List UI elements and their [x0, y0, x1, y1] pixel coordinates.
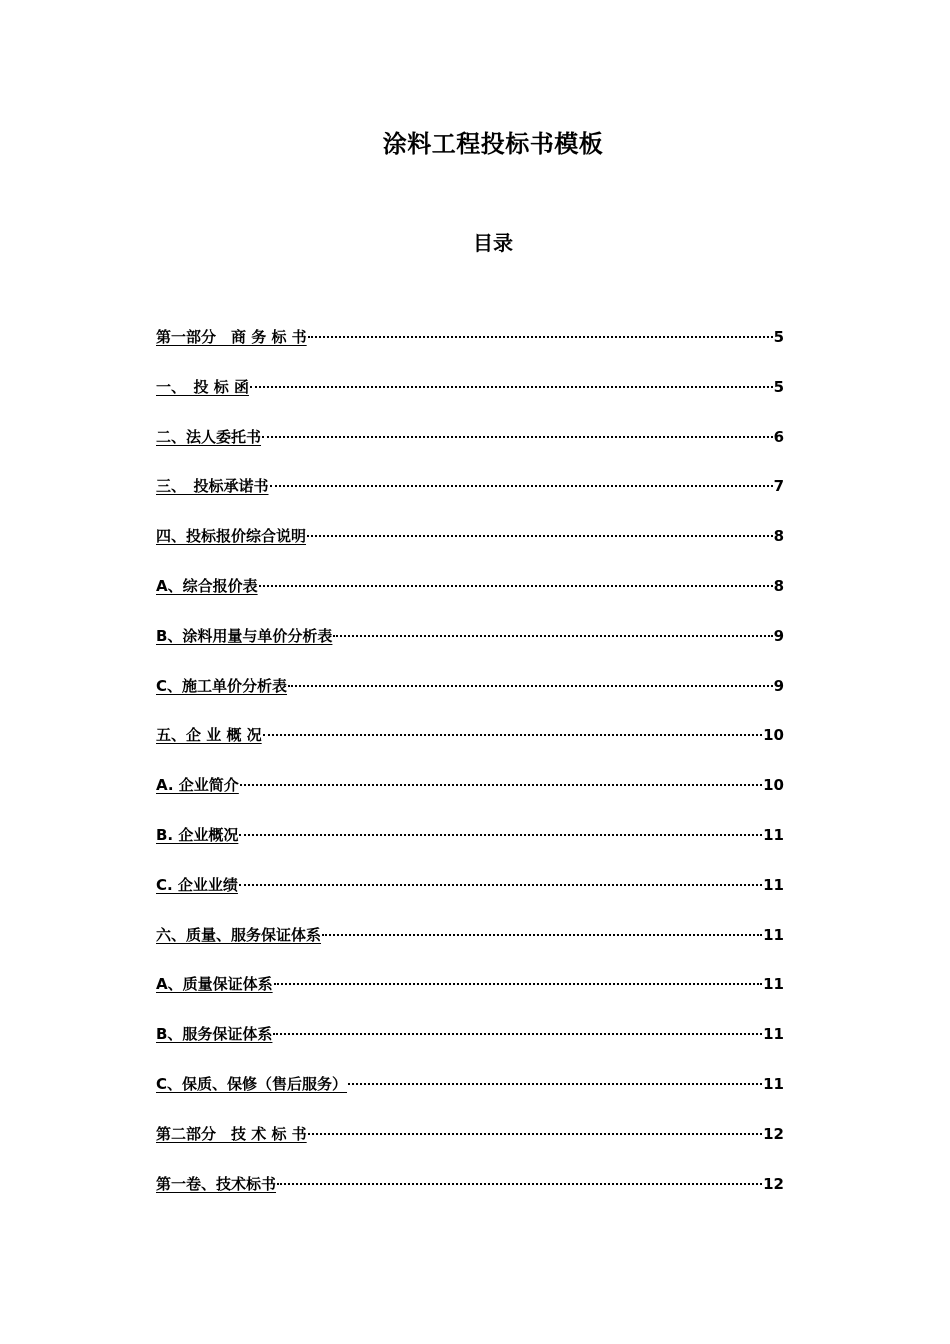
toc-entry[interactable]	[156, 426, 784, 476]
toc-dot-leader	[308, 1133, 762, 1135]
toc-entry-label: C、保质、保修（售后服务）	[156, 1074, 348, 1093]
toc-entry-page: 12	[763, 1124, 784, 1143]
toc-entry-page: 6	[773, 427, 784, 446]
toc-entry-page: 10	[763, 776, 784, 795]
toc-entry[interactable]	[156, 525, 784, 575]
toc-entry-page: 9	[773, 626, 784, 645]
toc-entry-label: 第一部分 商 务 标 书	[156, 328, 307, 346]
toc-entry-page: 9	[773, 676, 784, 695]
toc-entry-label: B. 企业概况	[156, 825, 239, 844]
toc-dot-leader	[322, 934, 762, 936]
toc-dot-leader	[250, 386, 773, 388]
toc-dot-leader	[240, 784, 762, 786]
toc-entry[interactable]	[156, 724, 784, 774]
toc-entry[interactable]	[156, 973, 784, 1023]
toc-entry-label: 第二部分 技 术 标 书	[156, 1124, 307, 1143]
toc-entry[interactable]	[156, 376, 784, 426]
toc-entry-label: A. 企业简介	[156, 776, 239, 795]
toc-entry-label: 三、 投标承诺书	[156, 477, 269, 496]
toc-dot-leader	[288, 685, 773, 687]
toc-entry-label: 一、 投 标 函	[156, 377, 249, 396]
toc-entry[interactable]	[156, 874, 784, 924]
toc-entry-label: A、质量保证体系	[156, 975, 273, 994]
toc-entry-page: 11	[763, 925, 784, 944]
table-of-contents	[156, 326, 784, 1222]
toc-entry[interactable]	[156, 475, 784, 525]
toc-entry-page: 11	[763, 975, 784, 994]
toc-entry-page: 8	[773, 527, 784, 546]
toc-entry[interactable]	[156, 774, 784, 824]
toc-dot-leader	[270, 485, 773, 487]
toc-entry-page: 8	[773, 576, 784, 595]
toc-entry-page: 11	[763, 1074, 784, 1093]
toc-entry[interactable]	[156, 326, 784, 376]
toc-entry-label: C、施工单价分析表	[156, 676, 288, 695]
toc-entry-page: 10	[763, 726, 784, 745]
toc-entry-page: 5	[773, 377, 784, 396]
toc-dot-leader	[239, 834, 762, 836]
toc-entry[interactable]	[156, 1123, 784, 1173]
toc-dot-leader	[277, 1183, 762, 1185]
toc-entry[interactable]	[156, 575, 784, 625]
toc-dot-leader	[308, 336, 773, 338]
toc-entry-label: 五、企 业 概 况	[156, 726, 262, 745]
toc-entry-page: 12	[763, 1174, 784, 1193]
toc-dot-leader	[307, 535, 773, 537]
toc-entry[interactable]	[156, 824, 784, 874]
toc-dot-leader	[273, 1033, 762, 1035]
toc-entry-label: C. 企业业绩	[156, 875, 238, 894]
toc-entry[interactable]	[156, 625, 784, 675]
toc-dot-leader	[274, 983, 763, 985]
toc-entry[interactable]	[156, 1173, 784, 1223]
toc-entry[interactable]	[156, 924, 784, 974]
toc-entry-label: A、综合报价表	[156, 576, 258, 595]
toc-entry-page: 5	[773, 328, 784, 346]
toc-entry-label: 六、质量、服务保证体系	[156, 925, 322, 944]
toc-entry-label: B、服务保证体系	[156, 1025, 273, 1044]
toc-entry-page: 11	[763, 1025, 784, 1044]
toc-entry-page: 11	[763, 825, 784, 844]
toc-entry-page: 7	[773, 477, 784, 496]
toc-entry-label: 四、投标报价综合说明	[156, 527, 307, 546]
toc-dot-leader	[262, 436, 773, 438]
toc-entry-label: 第一卷、技术标书	[156, 1174, 277, 1193]
toc-dot-leader	[239, 884, 762, 886]
toc-dot-leader	[259, 585, 773, 587]
toc-entry-label: B、涂料用量与单价分析表	[156, 626, 333, 645]
document-title: 涂料工程投标书模板	[382, 130, 604, 158]
toc-heading: 目录	[473, 231, 513, 255]
toc-entry-label: 二、法人委托书	[156, 427, 262, 446]
toc-entry[interactable]	[156, 1073, 784, 1123]
toc-entry-page: 11	[763, 875, 784, 894]
toc-dot-leader	[263, 734, 762, 736]
toc-entry[interactable]	[156, 1023, 784, 1073]
toc-dot-leader	[348, 1083, 762, 1085]
toc-dot-leader	[333, 635, 772, 637]
toc-entry[interactable]	[156, 675, 784, 725]
